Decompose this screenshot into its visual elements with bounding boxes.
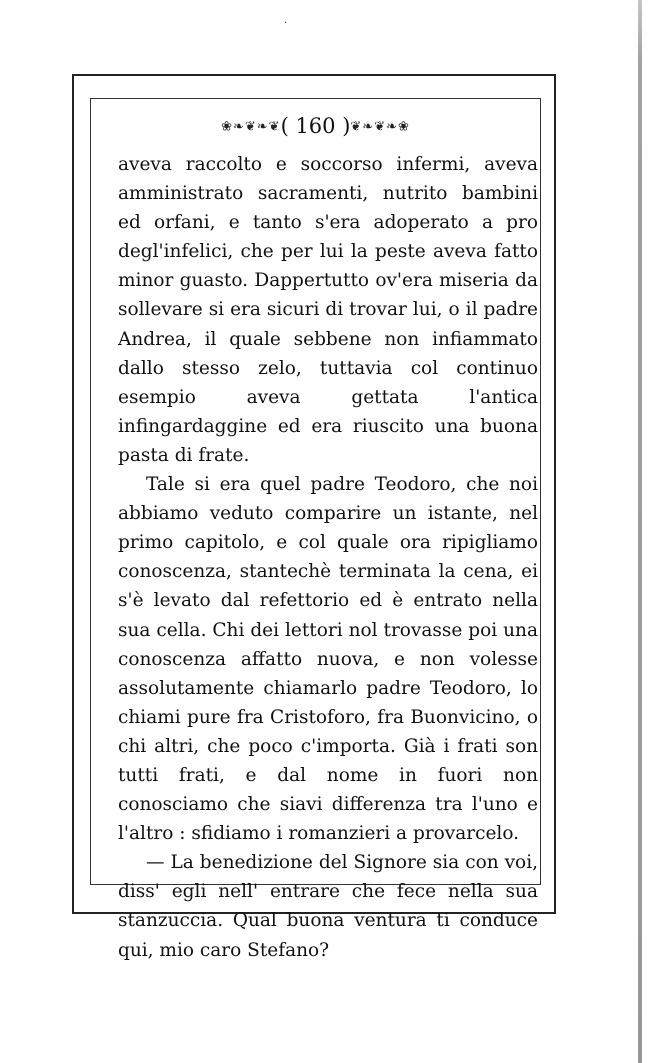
ornament-left-icon: ❀❧❦❧❦ [221,119,281,135]
page-edge-shadow [638,0,642,1063]
page-header [90,114,541,140]
page-number: ( 160 ) [280,114,351,138]
paragraph-3: — La benedizione del Signore sia con voi, diss' egli nell' entrare che fece nella sua stanzuccia. Qual buona ventura ti conduce qui, mio caro Stefano? [118,852,538,961]
paragraph-1: aveva raccolto e soccorso infermi, aveva amministrato sacramenti, nutrito bambini ed orfani, e tanto s'era adoperato a pro degl'infelici, che per lui la peste aveva fatto minor guasto. Dappertutto ov'era miseria da sollevare si era sicuri di trovar lui, o il padre Andrea, il quale sebbene non infiammato dallo stesso zelo, tuttavia col continuo esempio aveva gettata l'antica infingardaggine ed era riuscito una buona pasta di frate. [118,154,538,466]
ornament-right-icon: ❦❧❦❧❀ [350,119,410,135]
ink-speck: · [284,18,288,29]
text-body [118,150,538,965]
paragraph-2: Tale si era quel padre Teodoro, che noi abbiamo veduto comparire un istante, nel primo capitolo, e col quale ora ripigliamo conoscenza, stantechè terminata la cena, ei s'è levato dal refettorio ed è entrato nella sua cella. Chi dei lettori nol trovasse poi una conoscenza affatto nuova, e non volesse assolutamente chiamarlo padre Teodoro, lo chiami pure fra Cristoforo, fra Buonvicino, o chi altri, che poco c'importa. Già i frati son tutti frati, e dal nome in fuori non conosciamo che siavi differenza tra l'uno e l'altro : sfidiamo i romanzieri a provarcelo. [118,474,538,845]
